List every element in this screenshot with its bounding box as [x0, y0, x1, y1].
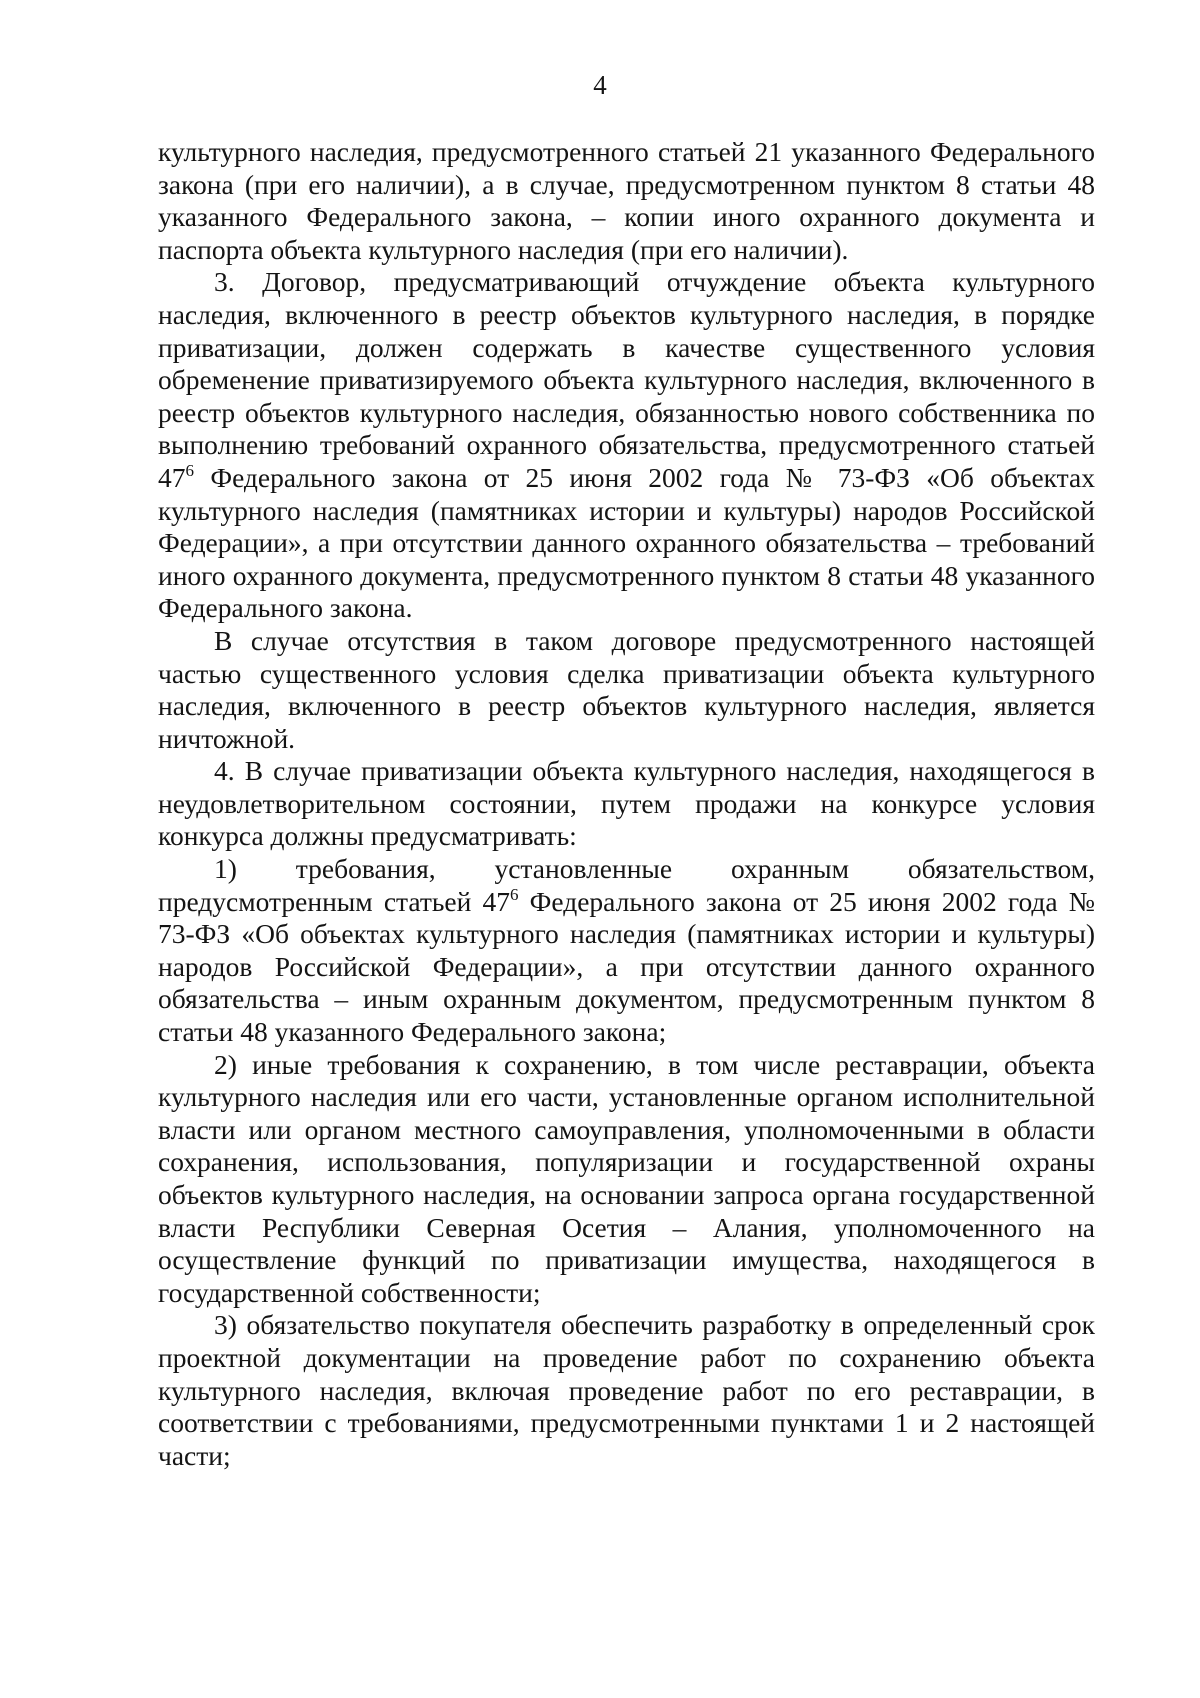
list-item-1	[158, 853, 1095, 1049]
list-item-3: 3) обязательство покупателя обеспечить разработку в определенный срок проектной документации на проведение работ по сохранению объекта культурного наследия, включая проведение работ по его реставрации, в соответствии с требованиями, предусмотренными пунктами 1 и 2 настоящей части;	[158, 1309, 1095, 1471]
list-item-1-text-end: Федерального закона от 25 июня 2002 года № 73-ФЗ «Об объектах культурного наследия (памятниках истории и культуры) народов Российской Федерации», а при отсутствии данного охранного обязательства – иным охранным документом, предусмотренным пунктом 8 статьи 48 указанного Федерального закона;	[158, 885, 1095, 1048]
superscript-article-number: 6	[510, 884, 519, 904]
paragraph-section-3-text-start: 3. Договор, предусматривающий отчуждение объекта культурного наследия, включенного в реестр объектов культурного наследия, в порядке приватизации, должен содержать в качестве существенного условия обременение приватизируемого объекта культурного наследия, включенного в реестр объектов культурного наследия, обязанностью нового собственника по выполнению требований охранного обязательства, предусмотренного статьей 47	[158, 266, 1095, 493]
superscript-article-number: 6	[185, 460, 194, 480]
list-item-1-text-start: 1) требования, установленные охранным обязательством, предусмотренным статьей 47	[158, 853, 1095, 917]
paragraph-continuation: культурного наследия, предусмотренного статьей 21 указанного Федерального закона (при его наличии), а в случае, предусмотренном пунктом 8 статьи 48 указанного Федерального закона, – копии иного охранного документа и паспорта объекта культурного наследия (при его наличии).	[158, 136, 1095, 265]
paragraph-section-4: 4. В случае приватизации объекта культурного наследия, находящегося в неудовлетворительном состоянии, путем продажи на конкурсе условия конкурса должны предусматривать:	[158, 755, 1095, 852]
document-body	[158, 136, 1095, 1472]
page-number: 4	[593, 70, 607, 100]
list-item-2: 2) иные требования к сохранению, в том числе реставрации, объекта культурного наследия или его части, установленные органом исполнительной власти или органом местного самоуправления, уполномоченными в области сохранения, использования, популяризации и государственной охраны объектов культурного наследия, на основании запроса органа государственной власти Республики Северная Осетия – Алания, уполномоченного на осуществление функций по приватизации имущества, находящегося в государственной собственности;	[158, 1048, 1095, 1308]
paragraph-nullity-clause: В случае отсутствия в таком договоре предусмотренного настоящей частью существенного условия сделка приватизации объекта культурного наследия, включенного в реестр объектов культурного наследия, является ничтожной.	[158, 624, 1095, 754]
paragraph-section-3	[158, 266, 1095, 625]
paragraph-section-3-text-end: Федерального закона от 25 июня 2002 года № 73-ФЗ «Об объектах культурного наследия (памятниках истории и культуры) народов Российской Федерации», а при отсутствии данного охранного обязательства – требований иного охранного документа, предусмотренного пунктом 8 статьи 48 указанного Федерального закона.	[158, 461, 1095, 624]
